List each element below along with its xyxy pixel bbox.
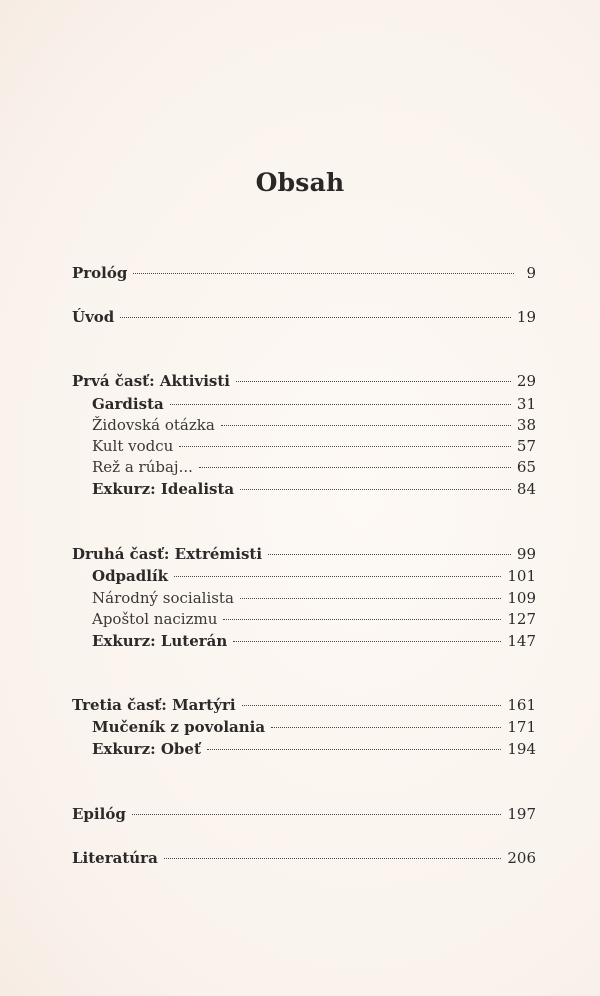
leader-dots: [236, 380, 511, 382]
toc-entry-page: 9: [526, 264, 536, 282]
toc-entry-page: 161: [507, 696, 536, 714]
toc-entry-label: Druhá časť: Extrémisti: [72, 545, 263, 563]
toc-entry-label: Kult vodcu: [92, 437, 174, 455]
toc-entry-label: Exkurz: Idealista: [92, 480, 235, 498]
toc-entry-rez-a-rubaj: [92, 456, 536, 478]
leader-dots: [170, 403, 511, 405]
toc-entry-label: Epilóg: [72, 805, 126, 823]
leader-dots: [221, 424, 511, 426]
leader-dots: [133, 272, 514, 274]
toc-entry-page: 127: [507, 610, 536, 628]
toc-entry-label: Gardista: [92, 395, 164, 413]
toc-entry-label: Exkurz: Obeť: [92, 740, 201, 758]
leader-dots: [164, 857, 502, 859]
toc-entry-part2: [72, 543, 536, 565]
toc-entry-literatura: [72, 847, 536, 869]
toc-entry-page: 65: [516, 458, 536, 476]
toc-entry-odpadlik: [92, 565, 536, 587]
leader-dots: [132, 813, 502, 815]
leader-dots: [223, 618, 501, 620]
leader-dots: [240, 488, 511, 490]
toc-entry-page: 147: [507, 632, 536, 650]
toc-entry-page: 84: [516, 480, 536, 498]
toc-entry-label: Rež a rúbaj...: [92, 458, 193, 476]
leader-dots: [233, 640, 501, 642]
leader-dots: [207, 748, 501, 750]
toc-entry-page: 101: [507, 567, 536, 585]
toc-entry-page: 29: [516, 372, 536, 390]
toc-entry-label: Tretia časť: Martýri: [72, 696, 236, 714]
toc-entry-label: Prológ: [72, 264, 128, 282]
toc-entry-page: 19: [516, 308, 536, 326]
toc-entry-page: 38: [516, 416, 536, 434]
toc-entry-exkurz-luteran: [92, 630, 536, 652]
toc-entry-label: Prvá časť: Aktivisti: [72, 372, 230, 390]
toc-entry-page: 206: [507, 849, 536, 867]
leader-dots: [179, 445, 511, 447]
toc-entry-label: Exkurz: Luterán: [92, 632, 228, 650]
leader-dots: [174, 575, 501, 577]
toc-entry-narodny-socialista: [92, 587, 536, 609]
toc-entry-kult-vodcu: [92, 435, 536, 457]
toc-entry-uvod: [72, 306, 536, 328]
toc-entry-epilog: [72, 803, 536, 825]
toc-entry-prolog: [72, 262, 536, 284]
toc-entry-part1: [72, 370, 536, 392]
toc-entry-exkurz-obet: [92, 738, 536, 760]
toc-entry-zidovska-otazka: [92, 414, 536, 436]
toc-entry-label: Židovská otázka: [92, 416, 215, 434]
toc-entry-page: 171: [507, 718, 536, 736]
toc-entry-exkurz-idealista: [92, 478, 536, 500]
toc-entry-part3: [72, 694, 536, 716]
page-title: Obsah: [255, 168, 345, 197]
toc-entry-page: 99: [516, 545, 536, 563]
toc-entry-label: Úvod: [72, 308, 115, 326]
toc-entry-page: 197: [507, 805, 536, 823]
toc-entry-gardista: [92, 393, 536, 415]
toc-entry-page: 109: [507, 589, 536, 607]
leader-dots: [240, 597, 501, 599]
leader-dots: [242, 704, 502, 706]
toc-entry-mucenik-z-povolania: [92, 716, 536, 738]
leader-dots: [271, 726, 501, 728]
toc-entry-page: 57: [516, 437, 536, 455]
leader-dots: [120, 316, 511, 318]
leader-dots: [268, 553, 511, 555]
toc-entry-page: 194: [507, 740, 536, 758]
toc-entry-apostol-nacizmu: [92, 608, 536, 630]
toc-entry-page: 31: [516, 395, 536, 413]
leader-dots: [199, 466, 511, 468]
toc-entry-label: Národný socialista: [92, 589, 234, 607]
toc-entry-label: Odpadlík: [92, 567, 169, 585]
toc-entry-label: Apoštol nacizmu: [92, 610, 218, 628]
toc-entry-label: Literatúra: [72, 849, 158, 867]
toc-entry-label: Mučeník z povolania: [92, 718, 266, 736]
